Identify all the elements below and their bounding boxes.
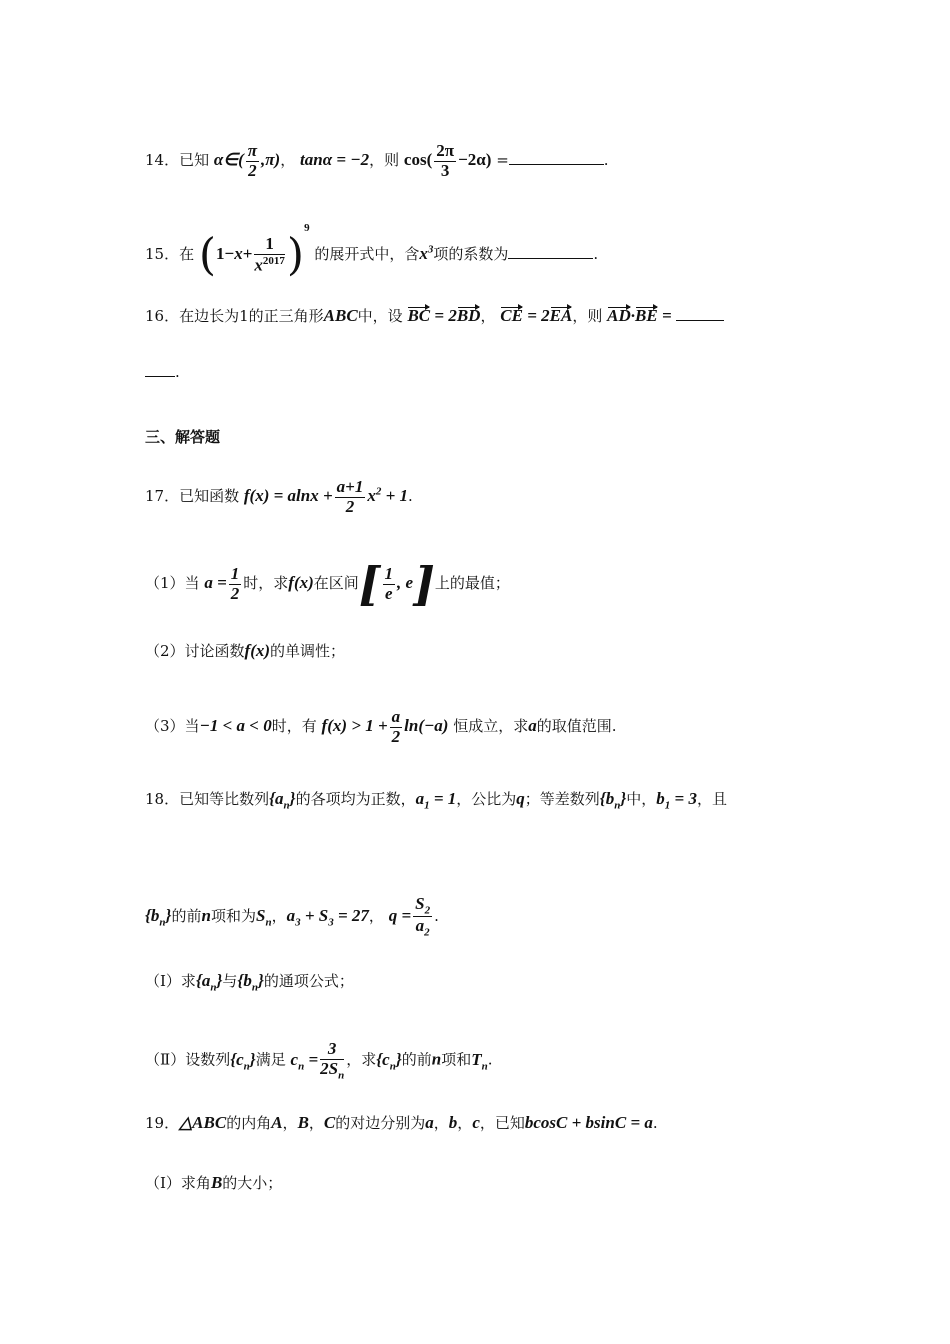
q17-p3-formula-ineq: f(x) > 1 + $\frac{a}{2}$ ln(−a) (321, 707, 449, 746)
q18-l2-d: ， (368, 906, 384, 925)
q19-p1-a: （Ⅰ）求角 (145, 1174, 211, 1192)
q17-p1-a: （1）当 (145, 573, 200, 592)
q17-p3-b: 时，有 (271, 717, 317, 736)
q19-formula-c: c (472, 1113, 480, 1132)
q18-p2-b: 满足 (255, 1050, 286, 1069)
q17-p3-formula-a: a (528, 716, 537, 736)
q17-p3-a: （3）当 (145, 717, 200, 736)
q19-prefix: 19． (145, 1114, 180, 1132)
q18-p2-formula-tn: $T_n$ (471, 1049, 488, 1072)
q18-l2-formula-n: n (201, 905, 211, 925)
question-19-part-1 (145, 1172, 282, 1193)
q18-p2-end: . (487, 1050, 493, 1069)
q19-a: 的内角 (226, 1114, 272, 1132)
q14-formula-tan: tanα = −2 (300, 150, 370, 170)
q16-mid: 中，设 (357, 307, 403, 325)
question-17-part-1 (145, 557, 510, 611)
q16-end: . (175, 363, 180, 381)
q18-p2-c: ，求 (346, 1050, 377, 1069)
q16-prefix: 16．在边长为1的正三角形 (145, 307, 324, 325)
q14-formula-cos: cos( $\frac{2\pi}{3}$ −2α) (403, 141, 492, 180)
q15-end: . (593, 245, 599, 263)
q18-l2-c: ， (271, 906, 287, 925)
q19-formula-b: b (448, 1113, 458, 1132)
q19-c4: ， (457, 1114, 473, 1132)
q19-c3: ， (433, 1114, 449, 1132)
q14-comma2: ，则 (369, 151, 400, 170)
q18-p2-formula-cn-def: $c_n$ = $\frac{3}{2S_n}$ (290, 1039, 345, 1082)
q14-formula-alpha-range: α∈( $\frac{\pi}{2}$ ,π) (213, 141, 281, 180)
q19-c1: ， (282, 1114, 298, 1132)
q16-comma1: ， (480, 307, 496, 325)
q19-d: ，已知 (479, 1114, 525, 1132)
q18-l2-formula-q: q = $\frac{S_2}{a_2}$ (388, 894, 431, 939)
q19-p1-b: 的大小； (222, 1174, 283, 1192)
q16-formula-bc: BC = 2BD (407, 306, 481, 325)
q17-p1-formula-a: a = $\frac{1}{2}$ (204, 563, 240, 603)
q18-l2-formula-sum: $a_3 + S_3 = 27$ (286, 905, 369, 929)
q18-e: ，且 (696, 790, 727, 808)
q18-p1-formula-bn: $\{b_n\}$ (237, 971, 264, 994)
question-19 (145, 1112, 658, 1133)
q17-p1-formula-f: f(x) (288, 572, 314, 592)
q18-l2-b: 项和为 (210, 906, 256, 925)
q18-p2-formula-cn: $\{c_n\}$ (230, 1049, 256, 1072)
q15-formula-x3: $x^3$ (419, 243, 434, 263)
q18-p2-d: 的前 (401, 1050, 432, 1069)
q18-formula-a1: $a_1 = 1$ (415, 789, 457, 812)
q16-answer-blank-2 (145, 362, 175, 377)
q18-l2-formula-sn: $S_n$ (255, 905, 272, 929)
q14-answer-blank (509, 150, 604, 165)
q15-formula-expansion: (1−x+ $\frac{1}{x^{2017}}$ )$^9$ (198, 222, 310, 281)
q18-p2-a: （Ⅱ）设数列 (145, 1050, 231, 1069)
q19-formula-condition: bcosC + bsinC = a (524, 1113, 653, 1132)
q15-answer-blank (508, 244, 593, 259)
q18-prefix: 18．已知等比数列 (145, 790, 270, 808)
question-17 (145, 478, 413, 516)
question-16-cont (145, 362, 180, 381)
q18-c: ；等差数列 (524, 790, 600, 808)
q18-p1-formula-an: $\{a_n\}$ (195, 971, 223, 994)
q18-p2-formula-n: n (431, 1049, 442, 1069)
q17-p2-a: （2）讨论函数 (145, 642, 245, 660)
q18-formula-bn: $\{b_n\}$ (599, 789, 627, 812)
question-18 (145, 788, 727, 811)
q17-p2-b: 的单调性； (270, 642, 346, 660)
q18-formula-an: $\{a_n\}$ (269, 789, 296, 812)
q14-end: . (603, 151, 609, 170)
q17-formula-function: f(x) = alnx + $\frac{a+1}{2}$ $x^2 + 1$ (243, 477, 409, 516)
q18-b: ，公比为 (456, 790, 517, 808)
q17-end: . (408, 487, 413, 506)
q18-d: 中， (626, 790, 657, 808)
q16-formula-abc: ABC (323, 306, 358, 325)
q18-formula-b1: $b_1 = 3$ (656, 789, 697, 812)
q17-p1-b: 时，求 (243, 573, 289, 592)
q18-p2-formula-cn-2: $\{c_n\}$ (376, 1049, 402, 1072)
q17-p1-c: 在区间 (313, 573, 359, 592)
q17-p3-formula-range: −1 < a < 0 (199, 716, 272, 736)
q18-formula-q: q (516, 789, 525, 808)
question-17-part-2 (145, 640, 345, 661)
q17-prefix: 17．已知函数 (145, 487, 240, 506)
q14-comma1: ， (280, 151, 296, 170)
q18-l2-end: . (434, 906, 439, 925)
q19-formula-B: B (297, 1113, 309, 1132)
q17-p2-formula-f: f(x) (244, 641, 271, 660)
q15-mid2: 项的系数为 (433, 245, 509, 263)
question-14 (145, 142, 609, 180)
question-16 (145, 305, 724, 326)
q18-p1-b: 与 (222, 972, 238, 990)
q19-p1-formula-B: B (210, 1173, 223, 1192)
q19-end: . (652, 1114, 658, 1132)
q16-formula-ce: CE = 2EA (500, 306, 573, 325)
q15-prefix: 15．在 (145, 245, 195, 263)
q16-answer-blank (676, 306, 724, 321)
q15-mid: 的展开式中，含 (314, 245, 420, 263)
q18-p1-c: 的通项公式； (263, 972, 354, 990)
question-18-part-1 (145, 970, 354, 993)
q17-p1-d: 上的最值； (434, 573, 510, 592)
q18-p1-a: （Ⅰ）求 (145, 972, 196, 990)
q14-equals: = (496, 151, 509, 170)
section-heading: 三、解答题 (145, 428, 221, 446)
q18-a: 的各项均为正数， (295, 790, 416, 808)
question-17-part-3 (145, 708, 617, 746)
q17-p1-formula-interval: [ $\frac{1}{e}$ , e] (358, 557, 435, 611)
q19-formula-C: C (323, 1113, 336, 1132)
question-18-line-2 (145, 895, 439, 939)
question-18-part-2 (145, 1040, 493, 1081)
q19-c2: ， (308, 1114, 324, 1132)
q17-p3-d: 的取值范围. (536, 717, 617, 736)
q16-comma2: ，则 (572, 307, 603, 325)
q19-formula-a: a (425, 1113, 434, 1132)
q17-p3-c: 恒成立，求 (453, 717, 529, 736)
q19-formula-A: A (271, 1113, 283, 1132)
question-15 (145, 222, 598, 281)
q18-l2-a: 的前 (171, 906, 202, 925)
q18-p2-e: 项和 (441, 1050, 472, 1069)
q18-l2-formula-bn: $\{b_n\}$ (145, 905, 172, 929)
q19-formula-triangle: △ABC (179, 1113, 227, 1132)
q16-formula-dot: AD·BE = (607, 306, 672, 325)
q19-b: 的对边分别为 (335, 1114, 426, 1132)
q14-prefix: 14．已知 (145, 151, 210, 170)
